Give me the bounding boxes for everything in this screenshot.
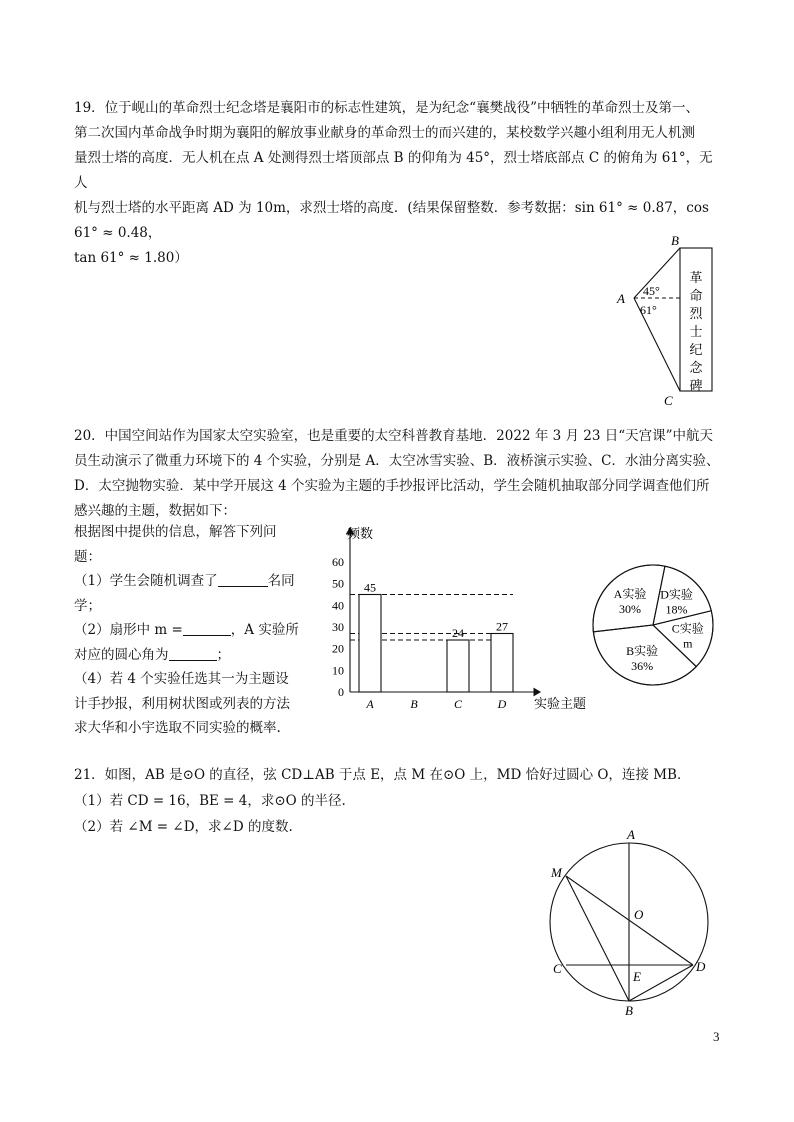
pie-slice-name: B实验 <box>626 644 659 659</box>
y-tick-label: 50 <box>332 576 344 591</box>
x-tick-label: C <box>453 697 463 711</box>
point-o: O <box>634 907 644 922</box>
bar-C <box>447 640 469 692</box>
bar-D <box>491 634 513 693</box>
q20-part2-cont: 对应的圆心角为 <box>74 646 169 663</box>
q20-line: D．太空抛物实验．某中学开展这 4 个实验为主题的手抄报评比活动，学生会随机抽取部分同学调查他们所 <box>74 478 710 494</box>
angle-45: 45° <box>643 284 660 298</box>
answer-blank <box>183 621 231 636</box>
pie-slice-value: 18% <box>665 602 688 617</box>
answer-blank <box>218 572 268 587</box>
monument-char: 革 <box>689 270 703 285</box>
point-m: M <box>551 865 562 880</box>
q20-line: 感兴趣的主题，数据如下： <box>74 503 236 519</box>
q21-line: （2）若 ∠M = ∠D，求∠D 的度数. <box>74 819 293 835</box>
bar-value-label: 45 <box>364 580 376 595</box>
monument-char: 烈 <box>689 306 703 321</box>
pie-slice-name: A实验 <box>613 586 647 601</box>
y-axis-label: 频数 <box>347 526 374 541</box>
q21-line: 21．如图，AB 是⊙O 的直径，弦 CD⊥AB 于点 E，点 M 在⊙O 上，MD 恰好过圆心 O，连接 MB． <box>74 767 691 783</box>
q20-part2-end: ； <box>216 646 230 663</box>
y-tick-label: 20 <box>332 641 344 656</box>
x-tick-label: B <box>410 697 418 711</box>
q20-line: 20．中国空间站作为国家太空实验室，也是重要的太空科普教育基地．2022 年 3 月 23 日“天宫课”中航天 <box>74 428 714 444</box>
x-tick-label: D <box>497 697 507 711</box>
monument-char: 命 <box>689 288 703 303</box>
q20-part4: 计手抄报，利用树状图或列表的方法 <box>74 695 290 712</box>
answer-blank <box>169 646 217 661</box>
pie-chart <box>588 560 718 690</box>
q20-part1-tail: 名同 <box>267 573 295 589</box>
q20-part2-tail: ，A 实验所 <box>230 622 299 638</box>
pie-slice-value: 36% <box>631 659 654 674</box>
bar-A <box>359 595 381 693</box>
monument-label <box>689 270 703 393</box>
pie-slice-name: C实验 <box>671 621 704 636</box>
q20-line: 员生动演示了微重力环境下的 4 个实验，分别是 A．太空冰雪实验、B．液桥演示实验、C．水油分离实验、 <box>74 453 720 469</box>
monument-char: 碑 <box>689 378 703 393</box>
q19-figure <box>600 230 730 408</box>
q20-intro: 根据图中提供的信息，解答下列问 <box>74 524 277 540</box>
q19-line: 19．位于岘山的革命烈士纪念塔是襄阳市的标志性建筑，是为纪念“襄樊战役”中牺牲的革命烈士及第一、 <box>74 100 699 116</box>
q20-part1-cont: 学； <box>74 597 101 614</box>
point-d: D <box>696 959 706 974</box>
pie-slice-name: D实验 <box>660 587 693 602</box>
question-20 <box>74 424 724 524</box>
q19-line: 机与烈士塔的水平距离 AD 为 10m，求烈士塔的高度．(结果保留整数．参考数据：sin 61° ≈ 0.87，cos 61° ≈ 0.48， <box>74 200 709 241</box>
q20-part2: （2）扇形中 m = <box>74 622 183 638</box>
page-number: 3 <box>713 1029 720 1044</box>
point-e: E <box>633 969 641 984</box>
q19-line: tan 61° ≈ 1.80） <box>74 250 188 266</box>
monument-char: 念 <box>689 360 703 375</box>
q20-part4: 求大华和小宇选取不同实验的概率. <box>74 720 281 736</box>
x-axis-label: 实验主题 <box>534 696 587 711</box>
y-tick-label: 40 <box>332 598 344 613</box>
q19-line: 第二次国内革命战争时期为襄阳的解放事业献身的革命烈士的而兴建的，某校数学兴趣小组利用无人机测 <box>74 125 695 141</box>
q21-figure <box>545 825 720 1020</box>
point-a: A <box>627 827 635 842</box>
point-b: B <box>671 233 679 248</box>
y-tick-label: 0 <box>338 685 344 699</box>
q20-part4: （4）若 4 个实验任选其一为主题设 <box>74 671 289 687</box>
point-c: C <box>664 393 673 408</box>
monument-char: 纪 <box>689 342 703 357</box>
y-tick-label: 10 <box>332 663 344 678</box>
y-tick-label: 60 <box>332 555 344 569</box>
point-b: B <box>625 1003 633 1018</box>
bar-value-label: 27 <box>496 619 508 634</box>
q20-part1: （1）学生会随机调查了 <box>74 573 218 589</box>
x-tick-label: A <box>366 697 374 711</box>
q21-line: （1）若 CD = 16，BE = 4，求⊙O 的半径. <box>74 793 346 809</box>
q19-line: 量烈士塔的高度．无人机在点 A 处测得烈士塔顶部点 B 的仰角为 45°，烈士塔底部点 C 的俯角为 61°，无人 <box>74 150 713 191</box>
bar-chart <box>312 518 597 718</box>
bar-value-label: 24 <box>452 626 464 640</box>
y-tick-label: 30 <box>332 620 344 634</box>
q20-subquestions <box>74 520 329 741</box>
monument-char: 士 <box>689 324 703 339</box>
line-mb <box>566 876 629 1001</box>
angle-61: 61° <box>640 303 657 317</box>
pie-slice-value: m <box>683 636 693 651</box>
pie-slice-value: 30% <box>619 601 642 616</box>
point-a: A <box>617 291 625 306</box>
point-c: C <box>553 961 562 976</box>
q20-intro: 题： <box>74 548 101 565</box>
